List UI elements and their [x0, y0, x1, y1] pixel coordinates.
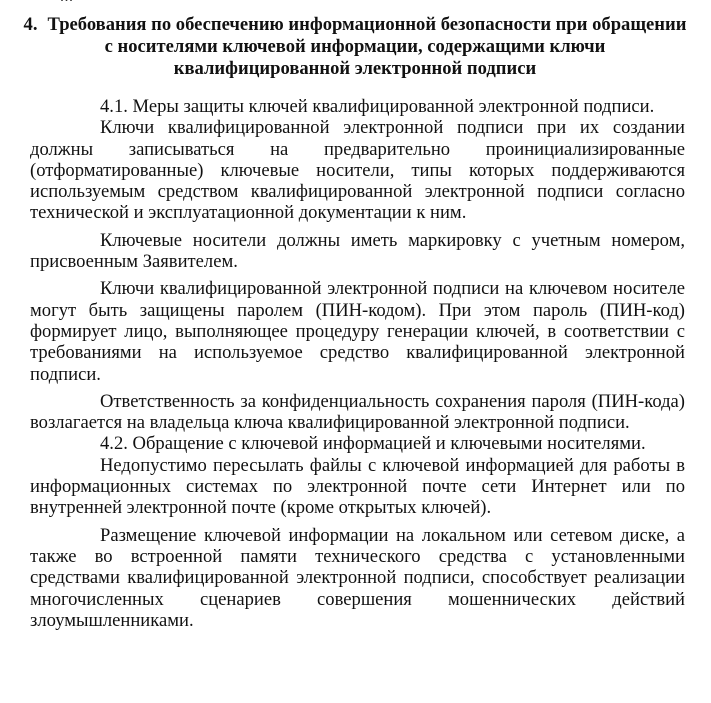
- paragraph-key-recording: Ключи квалифицированной электронной подписи при их создании должны записываться на предварительно проинициализированные (отформатированные) ключевые носители, типы которых поддерживаются используемым средством квалифицированной электронной подписи согласно технической и эксплуатационной документации к ним.: [30, 117, 685, 224]
- paragraph-disk-storage-risk: Размещение ключевой информации на локальном или сетевом диске, а также во встроенной памяти технического средства с установленными средствами квалифицированной электронной подписи, способствует реализации многочисленных сценариев совершения мошеннических действий злоумышленниками.: [30, 524, 685, 631]
- paragraph-email-restriction: Недопустимо пересылать файлы с ключевой информацией для работы в информационных системах по электронной почте сети Интернет или по внутренней электронной почте (кроме открытых ключей).: [30, 454, 685, 519]
- subsection-heading-4-1: 4.1. Меры защиты ключей квалифицированной электронной подписи.: [100, 96, 655, 117]
- section-number: 4.: [23, 14, 38, 35]
- document-body: [30, 96, 685, 631]
- paragraph-key-marking: Ключевые носители должны иметь маркировку с учетным номером, присвоенным Заявителем.: [30, 229, 685, 273]
- subsection-heading-4-2: 4.2. Обращение с ключевой информацией и ключевыми носителями.: [100, 433, 646, 455]
- paragraph-pin-protection: Ключи квалифицированной электронной подписи на ключевом носителе могут быть защищены паролем (ПИН-кодом). При этом пароль (ПИН-код) формирует лицо, выполняющее процедуру генерации ключей, в соответствии с требованиями на используемое средство квалифицированной электронной подписи.: [30, 278, 685, 385]
- section-title: Требования по обеспечению информационной безопасности при обращении с носителями ключевой информации, содержащими ключи квалифицированной электронной подписи: [47, 14, 687, 79]
- section-heading: [20, 14, 690, 80]
- paragraph-pin-responsibility: Ответственность за конфиденциальность сохранения пароля (ПИН-кода) возлагается на владельца ключа квалифицированной электронной подписи.: [30, 390, 685, 434]
- cut-off-text-fragment: [60, 0, 360, 2]
